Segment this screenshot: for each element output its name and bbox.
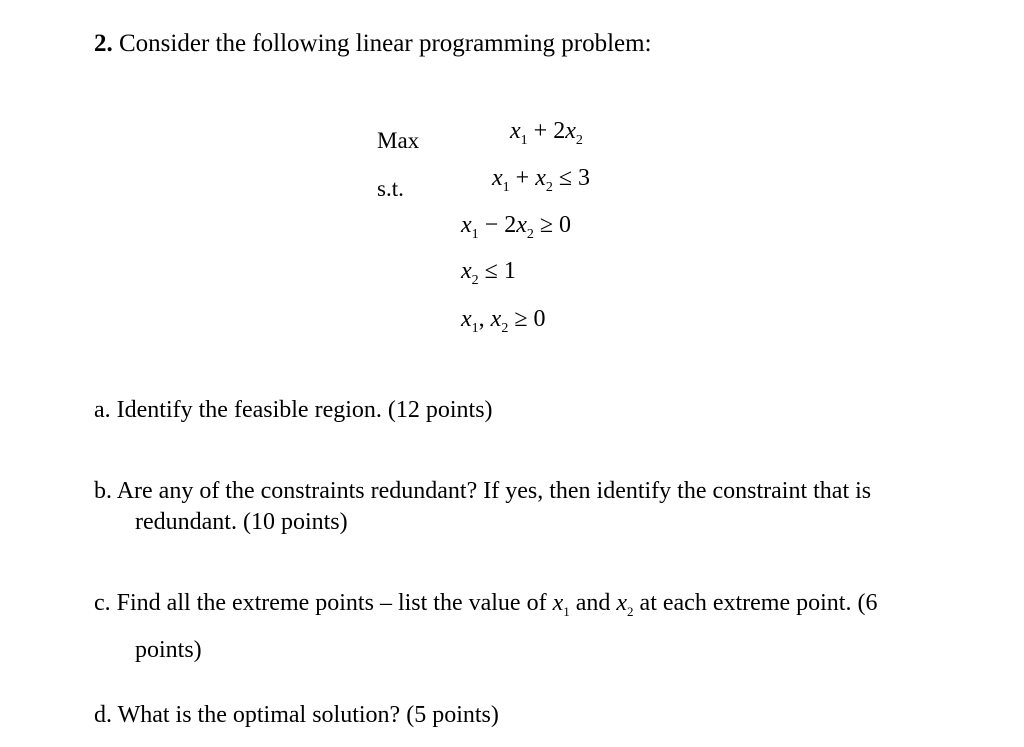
objective-label: Max	[377, 128, 420, 153]
problem-intro: Consider the following linear programming problem:	[119, 30, 652, 57]
constraint-2: $x_1 - 2x_2 \ge 0$	[461, 212, 572, 242]
problem-number: 2.	[94, 30, 113, 57]
constraint-3: $x_2 \le 1$	[461, 258, 516, 288]
question-d: d. What is the optimal solution? (5 points)	[94, 702, 499, 728]
question-a: a. Identify the feasible region. (12 points)	[94, 397, 493, 423]
constraint-1: $x_1 + x_2 \le 3$	[492, 165, 591, 195]
constraints-label: s.t.	[377, 176, 404, 201]
question-b: b. Are any of the constraints redundant? If yes, then identify the constraint that is redundant. (10 points)	[94, 478, 872, 535]
question-c: c. Find all the extreme points – list the value of $x_1$ and $x_2$ at each extreme point. (6 points)	[94, 590, 878, 663]
objective-function: $x_1 + 2x_2$	[510, 118, 583, 148]
problem-heading	[94, 30, 652, 58]
constraint-nonnegativity: $x_1$, $x_2 \ge 0$	[461, 306, 546, 336]
